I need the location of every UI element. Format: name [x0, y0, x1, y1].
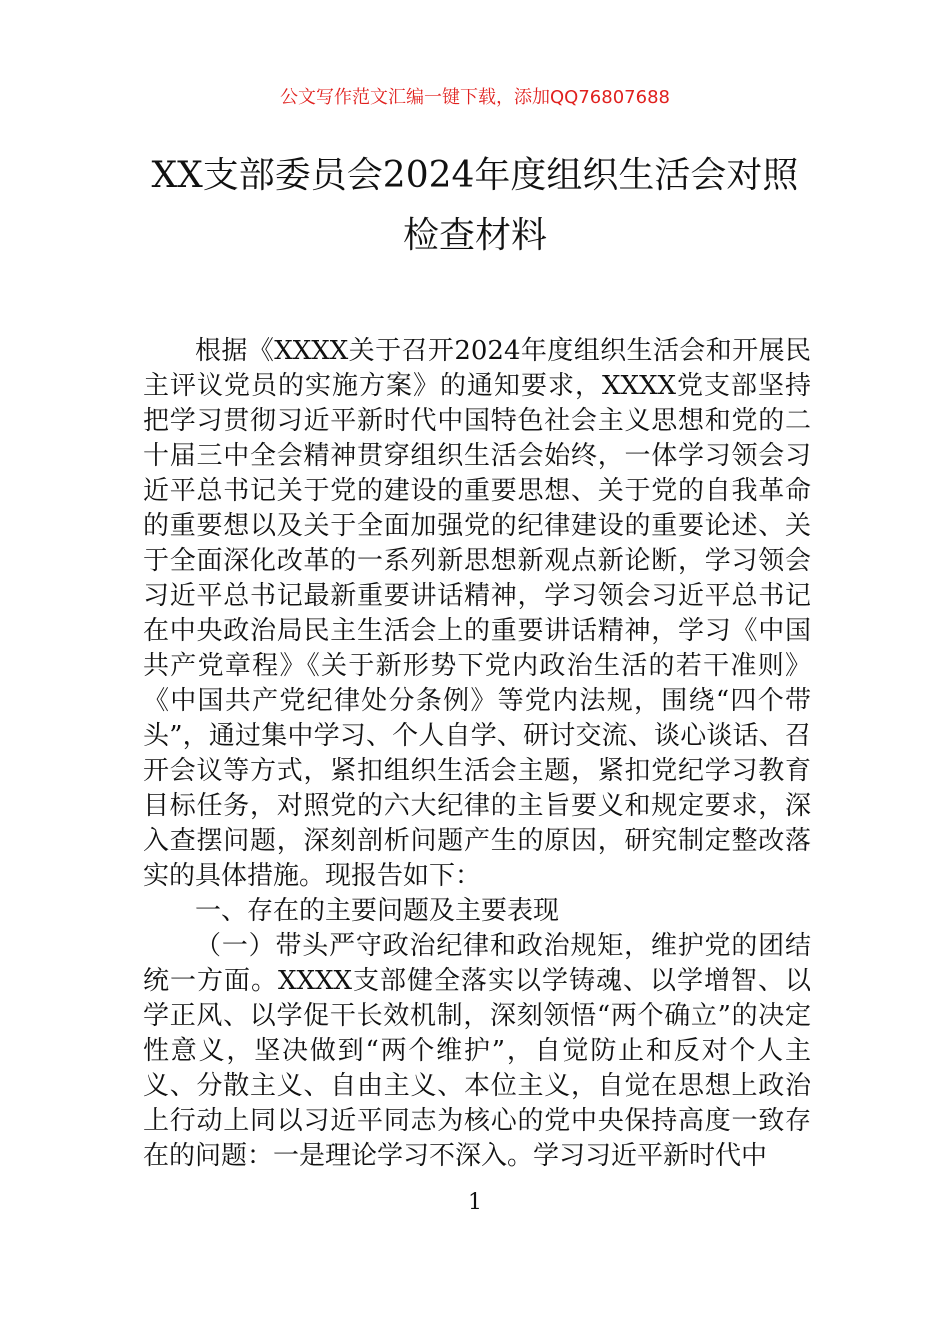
subsection-paragraph: （一）带头严守政治纪律和政治规矩，维护党的团结统一方面。XXXX支部健全落实以学铸魂、以学增智、以学正风、以学促干长效机制，深刻领悟“两个确立”的决定性意义，坚决做到“两个维护”，自觉防止和反对个人主义、分散主义、自由主义、本位主义，自觉在思想上政治上行动上同以习近平同志为核心的党中央保持高度一致存在的问题：一是理论学习不深入。学习习近平新时代中 [143, 931, 811, 1171]
document-body [143, 334, 811, 1174]
document-title [130, 146, 820, 266]
section-heading: 一、存在的主要问题及主要表现 [195, 896, 560, 926]
title-line-1: XX支部委员会2024年度组织生活会对照 [151, 155, 799, 196]
title-line-2: 检查材料 [402, 215, 547, 256]
header-ad-text: 公文写作范文汇编一键下载，添加QQ76807688 [280, 87, 670, 108]
intro-paragraph: 根据《XXXX关于召开2024年度组织生活会和开展民主评议党员的实施方案》的通知要求，XXXX党支部坚持把学习贯彻习近平新时代中国特色社会主义思想和党的二十届三中全会精神贯穿组织生活会始终，一体学习领会习近平总书记关于党的建设的重要思想、关于党的自我革命的重要想以及关于全面加强党的纪律建设的重要论述、关于全面深化改革的一系列新思想新观点新论断，学习领会习近平总书记最新重要讲话精神，学习领会习近平总书记在中央政治局民主生活会上的重要讲话精神，学习《中国共产党章程》《关于新形势下党内政治生活的若干准则》《中国共产党纪律处分条例》等党内法规，围绕“四个带头”，通过集中学习、个人自学、研讨交流、谈心谈话、召开会议等方式，紧扣组织生活会主题，紧扣党纪学习教育目标任务，对照党的六大纪律的主旨要义和规定要求，深入查摆问题，深刻剖析问题产生的原因，研究制定整改落实的具体措施。现报告如下： [143, 336, 811, 891]
page-number: 1 [468, 1190, 482, 1215]
